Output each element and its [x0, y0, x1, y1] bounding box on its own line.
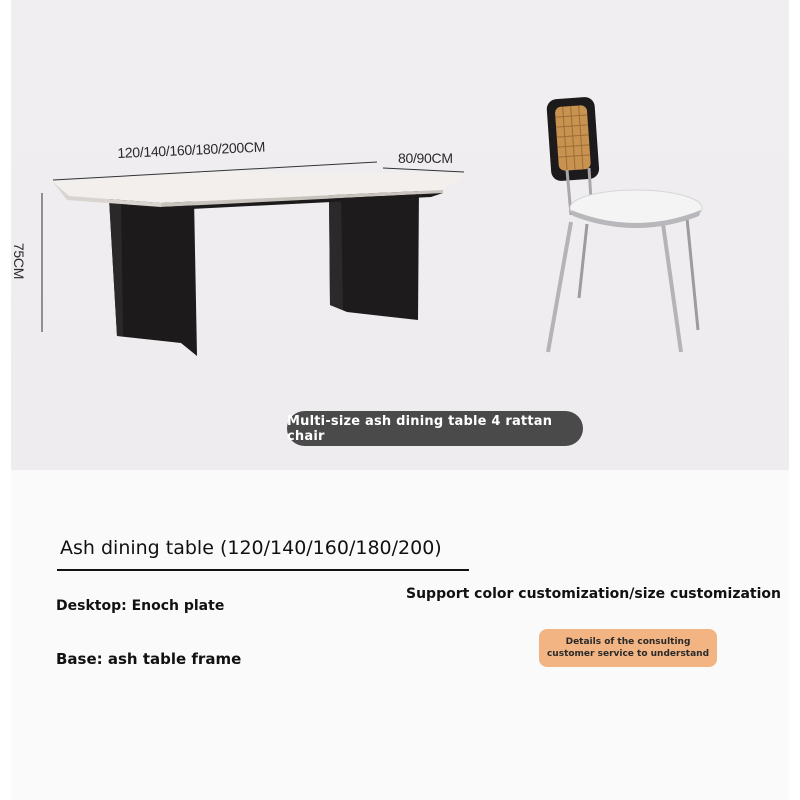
base-spec: Base: ash table frame — [56, 650, 242, 668]
title-divider — [57, 569, 469, 571]
desktop-spec: Desktop: Enoch plate — [56, 598, 225, 614]
width-dimension-label: 120/140/160/180/200CM — [117, 138, 266, 161]
rattan-chair-icon — [546, 96, 702, 352]
product-title: Ash dining table (120/140/160/180/200) — [60, 537, 442, 559]
table-legs-icon — [109, 188, 419, 356]
consult-service-button[interactable] — [539, 629, 717, 667]
depth-dimension-label: 80/90CM — [398, 150, 453, 166]
height-dimension-label: 75CM — [11, 242, 28, 280]
customization-note: Support color customization/size customization — [406, 586, 781, 602]
consult-line-1: Details of the consulting — [565, 637, 691, 647]
caption-pill: Multi-size ash dining table 4 rattan chair — [287, 411, 583, 446]
furniture-illustration — [11, 0, 789, 470]
consult-line-2: customer service to understand — [546, 649, 710, 659]
product-photo — [11, 0, 789, 470]
depth-dimension-line — [383, 168, 464, 172]
